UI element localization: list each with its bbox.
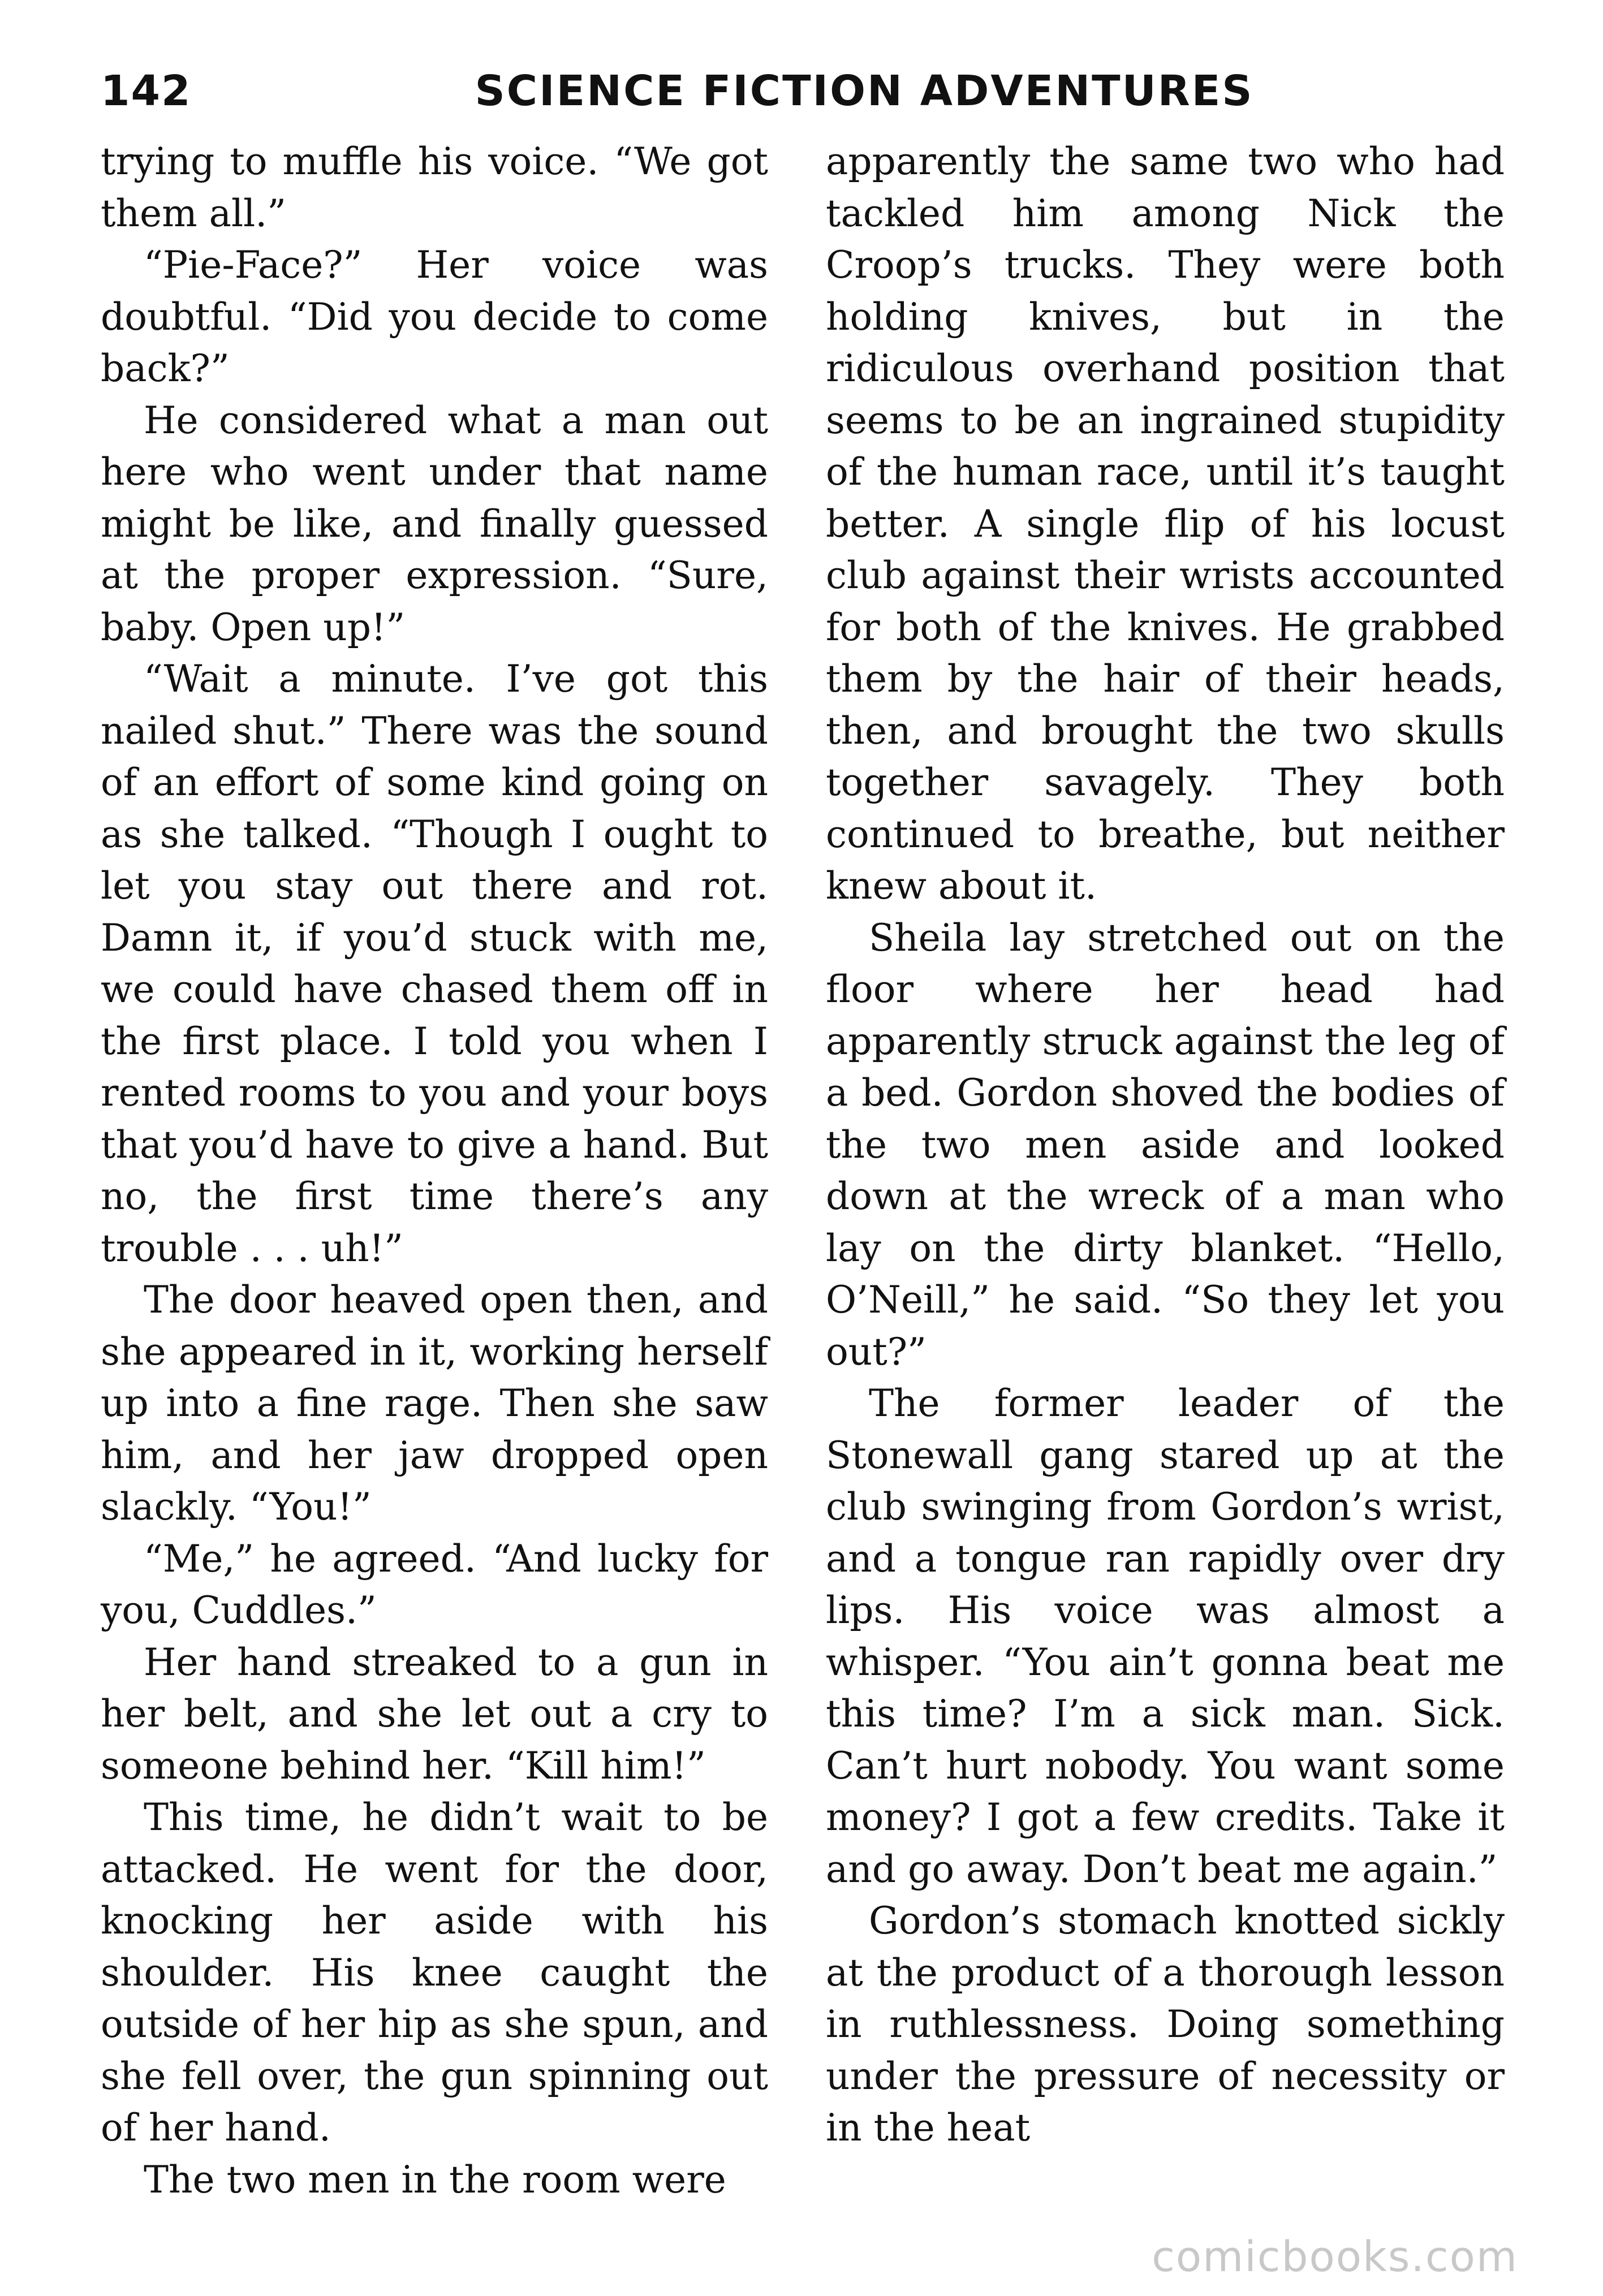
paragraph: This time, he didn’t wait to be attacked. He went for the door, knocking her aside with his shoulder. His knee caught the outside of her hip as she spun, and she fell over, the gun spinning out of her hand. xyxy=(101,1796,768,2150)
paragraph: The two men in the room were xyxy=(144,2157,726,2202)
paragraph: The former leader of the Stonewall gang stared up at the club swinging from Gordon’s wrist, and a tongue ran rapidly over dry lips. His voice was almost a whisper. “You ain’t gonna beat me this time? I’m a sick man. Sick. Can’t hurt nobody. You want some money? I got a few credits. Take it and go away. Don’t beat me again.” xyxy=(826,1382,1505,1891)
page-header xyxy=(101,67,1505,135)
watermark: comicbooks.com xyxy=(1152,2233,1518,2281)
paragraph: Sheila lay stretched out on the floor where her head had apparently struck against the leg of a bed. Gordon shoved the bodies of the two men aside and looked down at the wreck of a man who lay on the dirty blanket. “Hello, O’Neill,” he said. “So they let you out?” xyxy=(826,916,1505,1374)
running-title: SCIENCE FICTION ADVENTURES xyxy=(475,67,1254,115)
paragraph: trying to muffle his voice. “We got them all.” xyxy=(101,140,768,235)
right-column xyxy=(826,136,1505,2154)
paragraph: Her hand streaked to a gun in her belt, and she let out a cry to someone behind her. “Kill him!” xyxy=(101,1640,768,1788)
paragraph: “Me,” he agreed. “And lucky for you, Cuddles.” xyxy=(101,1537,768,1632)
paragraph: The door heaved open then, and she appeared in it, working herself up into a fine rage. Then she saw him, and her jaw dropped open slackly. “You!” xyxy=(101,1278,768,1529)
paragraph: Gordon’s stomach knotted sickly at the product of a thorough lesson in ruthlessness. Doing something under the pressure of necessity or in the heat xyxy=(826,1899,1505,2150)
paragraph: “Pie-Face?” Her voice was doubtful. “Did you decide to come back?” xyxy=(101,243,768,390)
paragraph: “Wait a minute. I’ve got this nailed shut.” There was the sound of an effort of some kind going on as she talked. “Though I ought to let you stay out there and rot. Damn it, if you’d stuck with me, we could have chased them off in the first place. I told you when I rented rooms to you and your boys that you’d have to give a hand. But no, the first time there’s any trouble . . . uh!” xyxy=(101,657,768,1270)
left-column xyxy=(101,136,768,2206)
paragraph: He considered what a man out here who went under that name might be like, and finally guessed at the proper expression. “Sure, baby. Open up!” xyxy=(101,398,768,649)
paragraph: apparently the same two who had tackled him among Nick the Croop’s trucks. They were both holding knives, but in the ridiculous overhand position that seems to be an ingrained stupidity of the human race, until it’s taught better. A single flip of his locust club against their wrists accounted for both of the knives. He grabbed them by the hair of their heads, then, and brought the two skulls together savagely. They both continued to breathe, but neither knew about it. xyxy=(826,140,1505,908)
page-number: 142 xyxy=(101,67,192,115)
